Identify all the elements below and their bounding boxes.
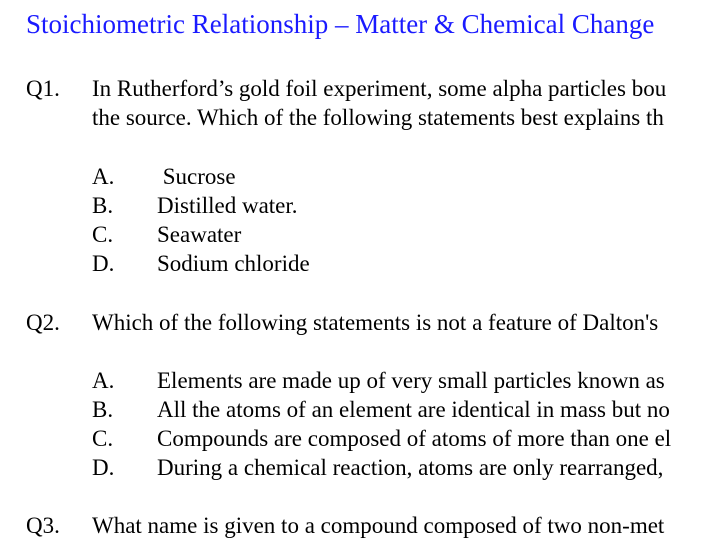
question-text-line: In Rutherford’s gold foil experiment, some alpha particles bou	[92, 76, 667, 101]
option-letter: D.	[92, 251, 115, 276]
option-text: Seawater	[157, 222, 242, 247]
option-letter: A.	[92, 368, 115, 393]
option-text: Sucrose	[157, 164, 236, 189]
question-number: Q3.	[26, 513, 60, 538]
option-letter: D.	[92, 455, 115, 480]
question-number: Q2.	[26, 310, 60, 335]
question-text-line: the source. Which of the following statements best explains th	[92, 105, 664, 130]
option-text: Compounds are composed of atoms of more than one el	[157, 426, 672, 451]
page-title: Stoichiometric Relationship – Matter & Chemical Change	[26, 9, 655, 39]
option-text: During a chemical reaction, atoms are only rearranged,	[157, 455, 664, 480]
option-text: Elements are made up of very small particles known as	[157, 368, 665, 393]
option-letter: C.	[92, 426, 114, 451]
option-text: Distilled water.	[157, 193, 298, 218]
option-text: Sodium chloride	[157, 251, 310, 276]
option-letter: C.	[92, 222, 114, 247]
option-text: All the atoms of an element are identical in mass but no	[157, 397, 670, 422]
option-letter: B.	[92, 193, 114, 218]
option-letter: A.	[92, 164, 115, 189]
question-number: Q1.	[26, 76, 60, 101]
question-text-line: Which of the following statements is not a feature of Dalton's	[92, 310, 659, 335]
question-text-line: What name is given to a compound composed of two non-met	[92, 513, 665, 538]
option-letter: B.	[92, 397, 114, 422]
